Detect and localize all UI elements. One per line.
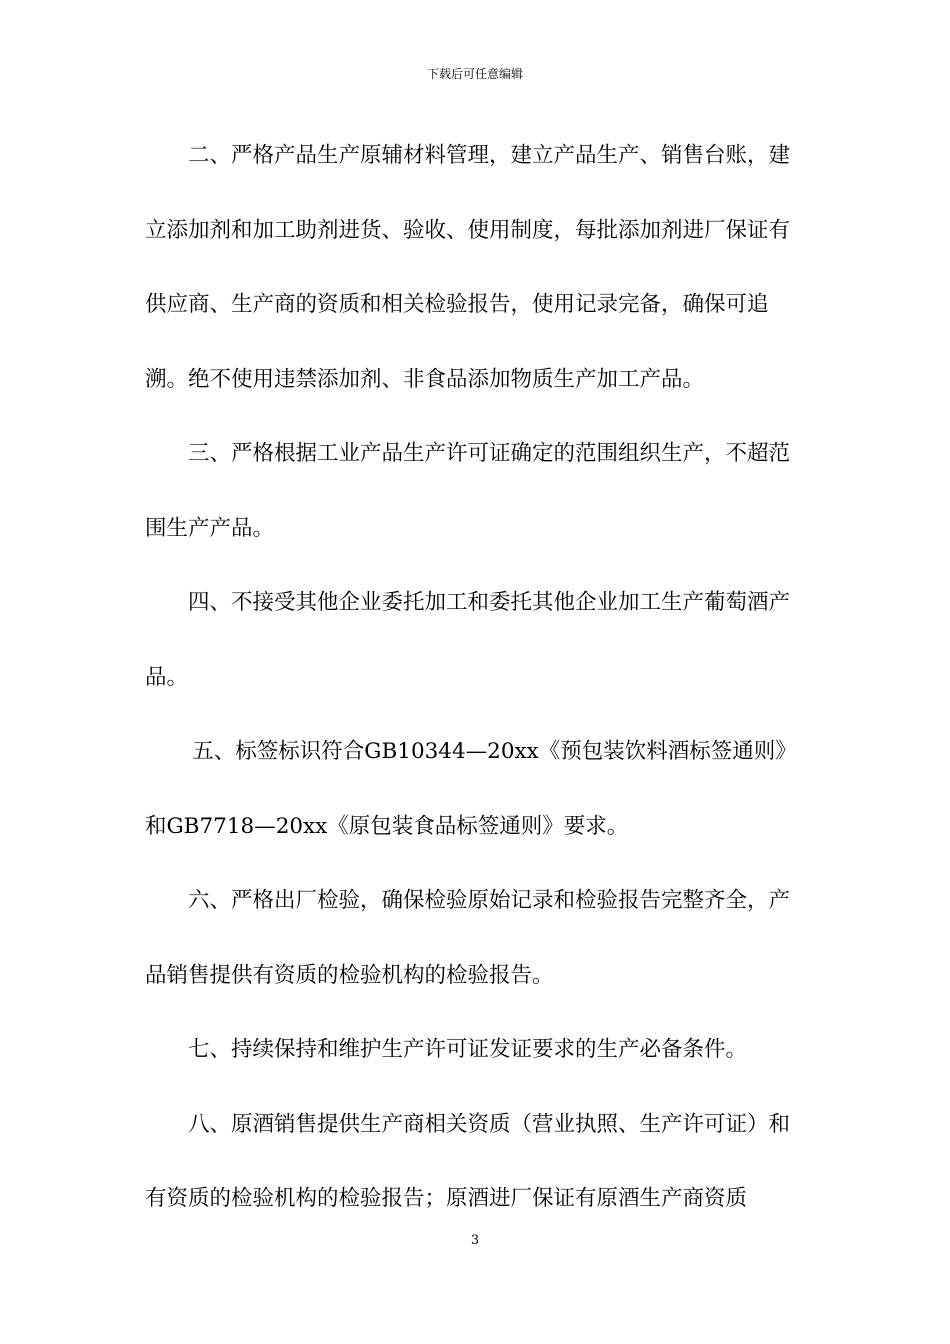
paragraph-4-no-contract-processing: 四、不接受其他企业委托加工和委托其他企业加工生产葡萄酒产品。 xyxy=(145,590,791,690)
paragraph-2-raw-material-management: 二、严格产品生产原辅材料管理，建立产品生产、销售台账，建立添加剂和加工助剂进货、验收、使用制度，每批添加剂进厂保证有供应商、生产商的资质和相关检验报告，使用记录完备，确保可追溯。绝不使用违禁添加剂、非食品添加物质生产加工产品。 xyxy=(145,143,791,392)
document-body xyxy=(145,119,810,1237)
paragraph-8-raw-wine-sales: 八、原酒销售提供生产商相关资质（营业执照、生产许可证）和有资质的检验机构的检验报告；原酒进厂保证有原酒生产商资质 xyxy=(145,1111,791,1211)
paragraph-6-factory-inspection: 六、严格出厂检验，确保检验原始记录和检验报告完整齐全，产品销售提供有资质的检验机构的检验报告。 xyxy=(145,888,791,988)
paragraph-7-production-conditions: 七、持续保持和维护生产许可证发证要求的生产必备条件。 xyxy=(188,1037,748,1062)
paragraph-3-production-scope: 三、严格根据工业产品生产许可证确定的范围组织生产，不超范围生产产品。 xyxy=(145,441,791,541)
page-number: 3 xyxy=(470,1233,480,1248)
page-header-note: 下载后可任意编辑 xyxy=(426,67,523,81)
paragraph-5-labeling-standards: 五、标签标识符合GB10344—20xx《预包装饮料酒标签通则》和GB7718—20xx《原包装食品标签通则》要求。 xyxy=(145,739,797,839)
